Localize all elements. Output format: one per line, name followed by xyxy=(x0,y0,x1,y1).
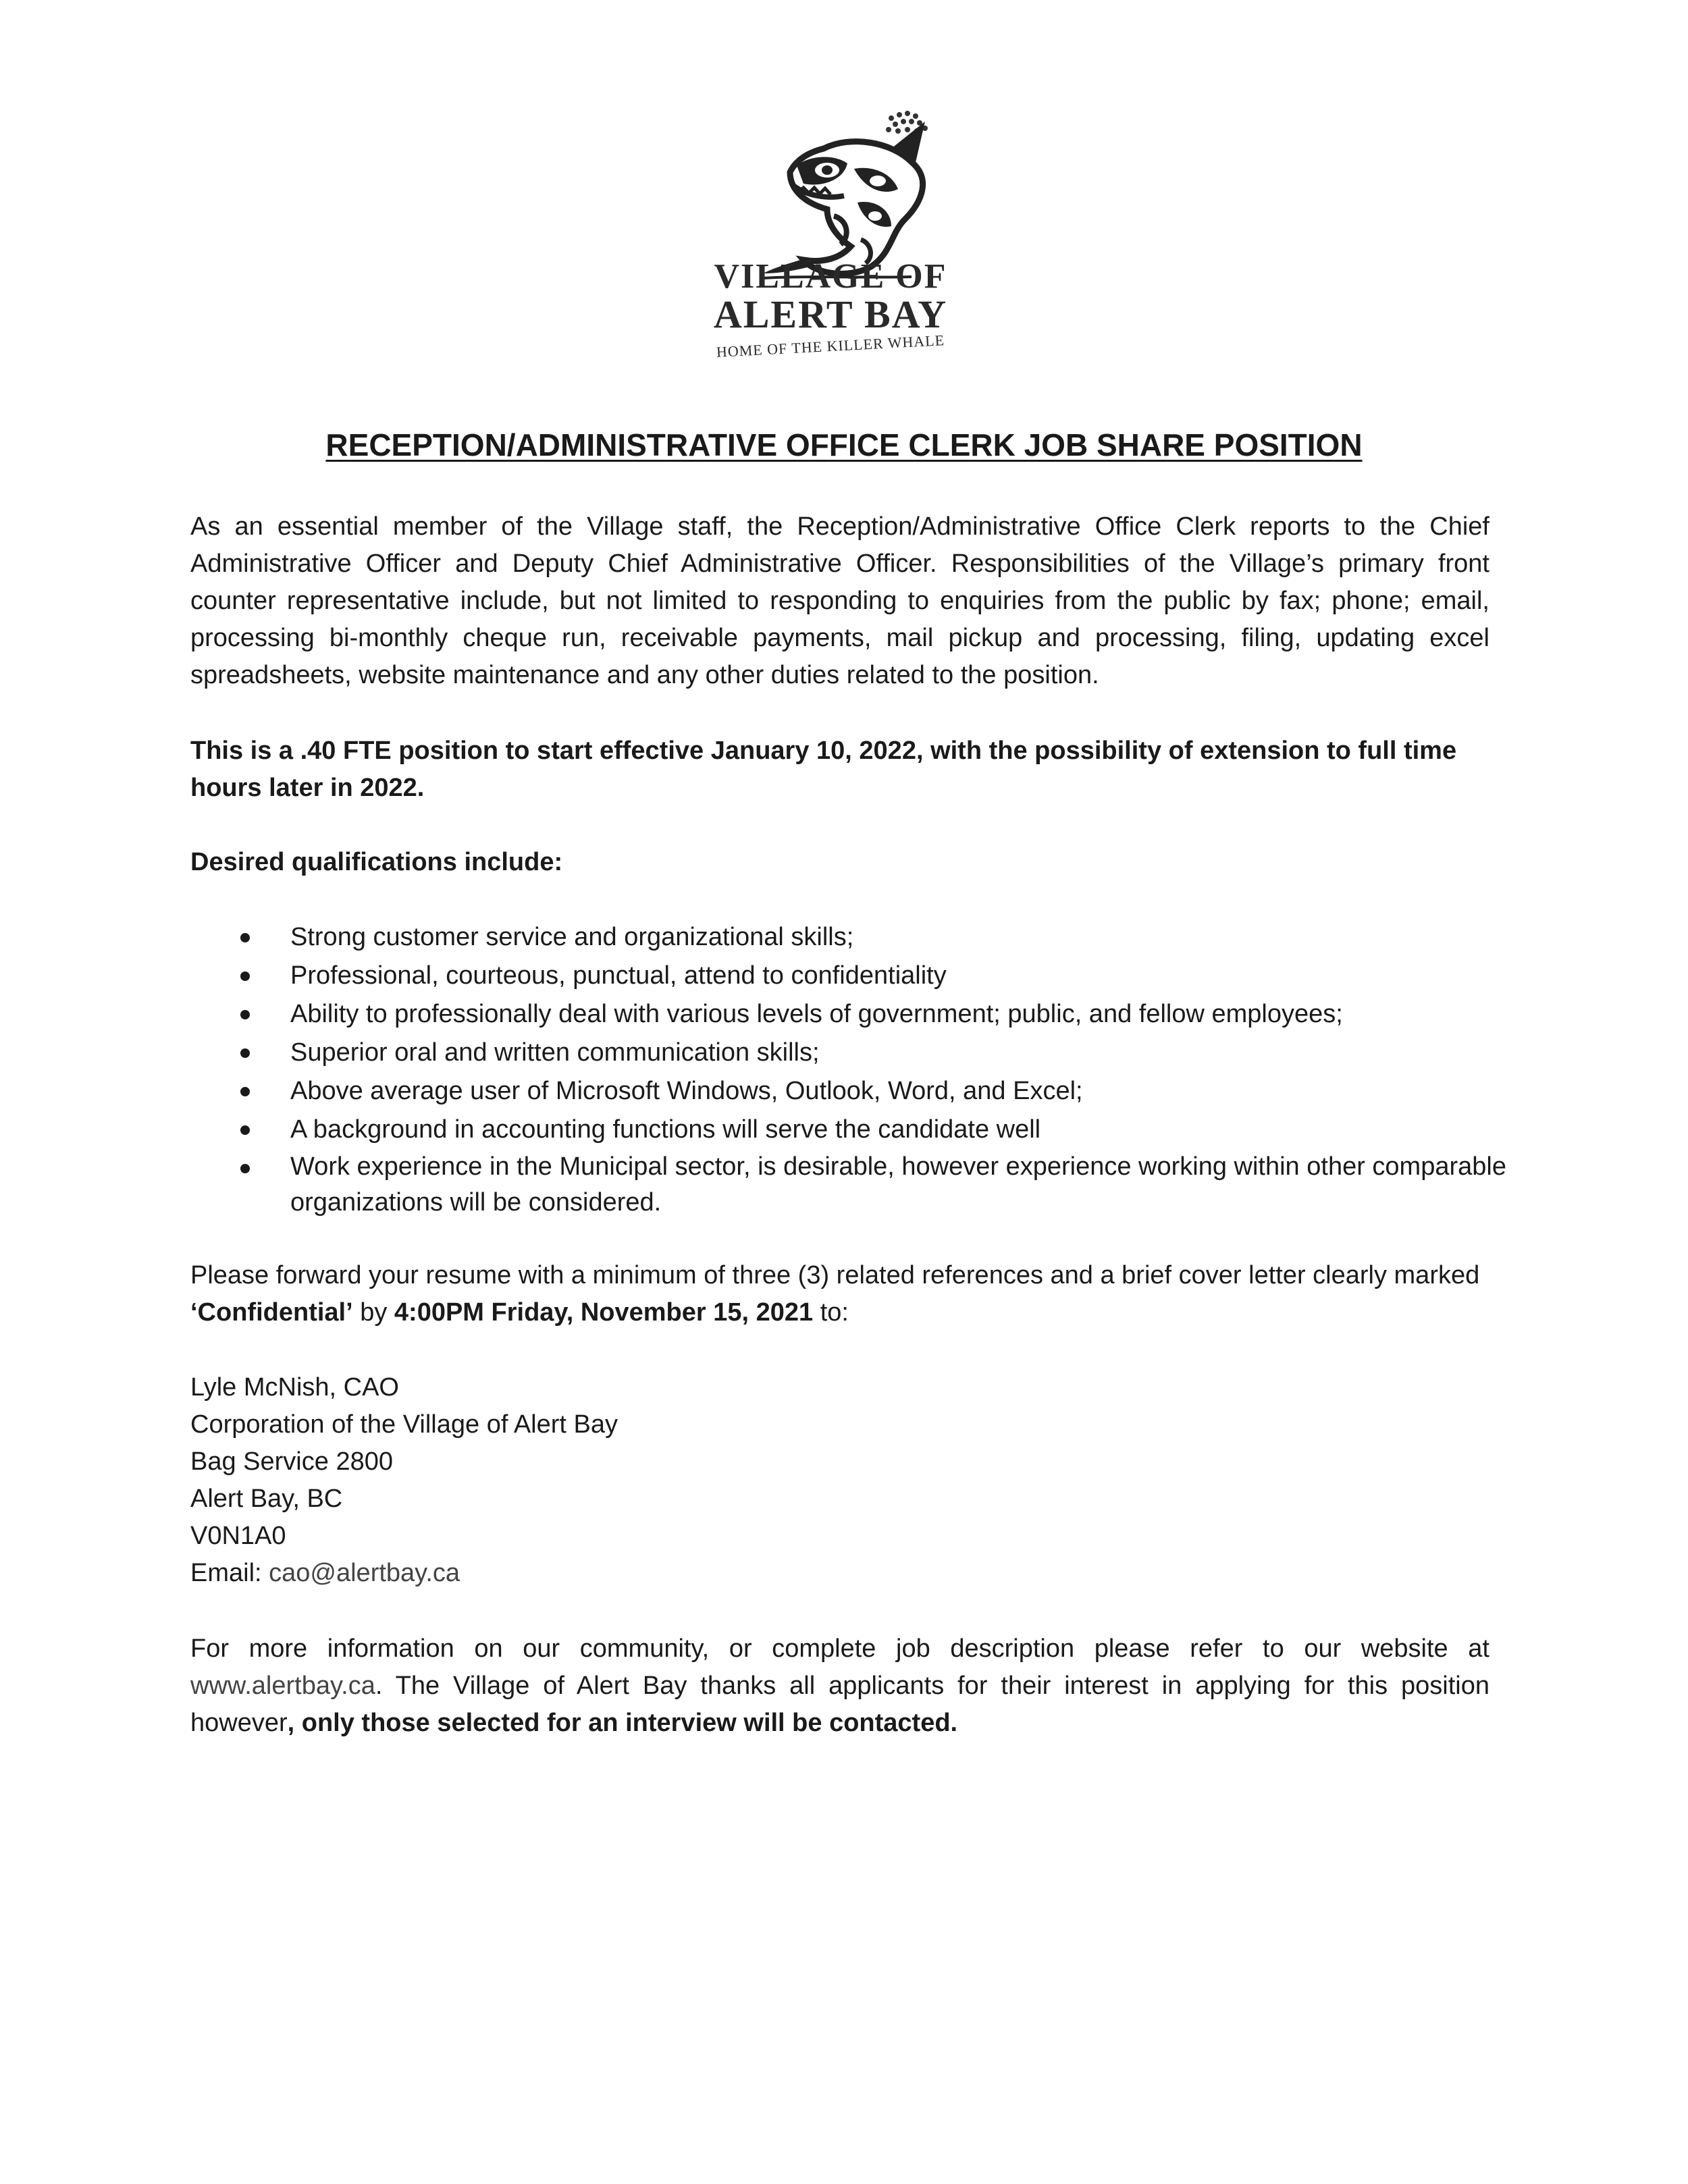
confidential-label: ‘Confidential’ xyxy=(190,1298,353,1327)
website-link[interactable]: www.alertbay.ca xyxy=(190,1672,375,1700)
deadline: 4:00PM Friday, November 15, 2021 xyxy=(394,1298,814,1327)
list-item: Work experience in the Municipal sector, is desirable, however experience working within other comparable organizations will be considered. xyxy=(190,1149,1507,1221)
contact-city: Alert Bay, BC xyxy=(190,1485,343,1513)
list-item: Strong customer service and organizational skills; xyxy=(190,918,1507,957)
logo-village-of: VILLAGE OF xyxy=(714,257,947,296)
apply-paragraph xyxy=(190,1257,1489,1331)
closing-thanks: . The Village of Alert Bay thanks all applicants for their interest in applying for this position however xyxy=(190,1672,1489,1737)
logo-tagline: HOME OF THE KILLER WHALE xyxy=(716,331,945,361)
contact-name: Lyle McNish, CAO xyxy=(190,1373,399,1402)
closing-paragraph xyxy=(190,1630,1489,1742)
qualifications-list xyxy=(190,918,1507,1221)
list-item: A background in accounting functions will serve the candidate well xyxy=(190,1111,1507,1149)
apply-by: by xyxy=(352,1298,394,1327)
email-label: Email: xyxy=(190,1559,269,1587)
intro-paragraph: As an essential member of the Village staff, the Reception/Administrative Office Clerk reports to the Chief Administrative Officer and Deputy Chief Administrative Officer. Responsibilities of the Village’s primary front counter representative include, but not limited to responding to enquiries from the public by fax; phone; email, processing bi-monthly cheque run, receivable payments, mail pickup and processing, filing, updating excel spreadsheets, website maintenance and any other duties related to the position. xyxy=(190,512,1489,689)
email-link[interactable]: cao@alertbay.ca xyxy=(269,1559,460,1587)
apply-to: to: xyxy=(813,1298,849,1327)
closing-text: For more information on our community, or complete job description please refer to our website at xyxy=(190,1634,1489,1663)
closing-bold: , only those selected for an interview will be contacted. xyxy=(287,1709,958,1737)
apply-text: Please forward your resume with a minimum of three (3) related references and a brief cover letter clearly marked xyxy=(190,1261,1480,1289)
list-item: Professional, courteous, punctual, attend to confidentiality xyxy=(190,957,1507,995)
village-logo xyxy=(689,101,972,371)
list-item: Ability to professionally deal with various levels of government; public, and fellow employees; xyxy=(190,995,1507,1034)
position-note: This is a .40 FTE position to start effective January 10, 2022, with the possibility of extension to full time hours later in 2022. xyxy=(190,737,1457,802)
contact-street: Bag Service 2800 xyxy=(190,1447,393,1476)
logo-alert-bay: ALERT BAY xyxy=(713,292,948,336)
list-item: Above average user of Microsoft Windows, Outlook, Word, and Excel; xyxy=(190,1072,1507,1111)
page-title: RECEPTION/ADMINISTRATIVE OFFICE CLERK JOB SHARE POSITION xyxy=(325,427,1363,462)
address-block xyxy=(190,1369,618,1592)
qualifications-heading: Desired qualifications include: xyxy=(190,848,563,876)
list-item: Superior oral and written communication skills; xyxy=(190,1034,1507,1072)
contact-email-line xyxy=(190,1555,618,1592)
contact-organization: Corporation of the Village of Alert Bay xyxy=(190,1410,618,1439)
contact-postal: V0N1A0 xyxy=(190,1522,286,1550)
